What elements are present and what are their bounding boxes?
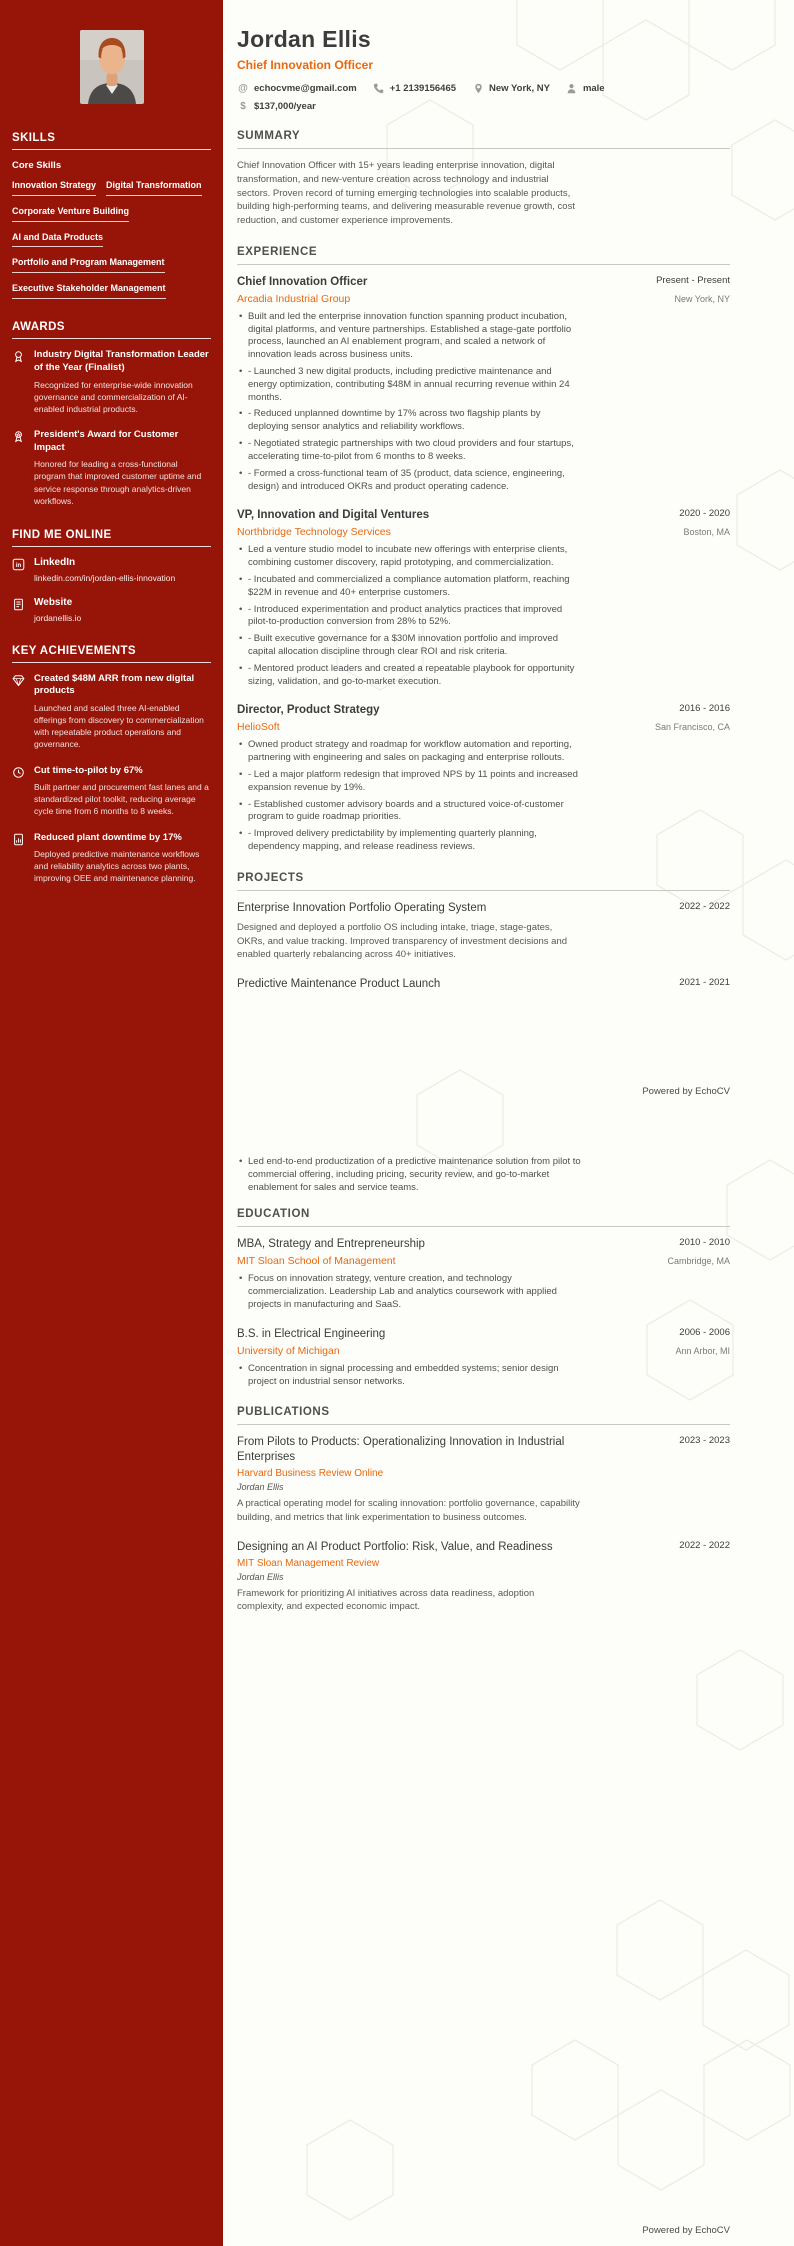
award-content <box>34 349 211 415</box>
school-location: Ann Arbor, MI <box>675 1345 730 1356</box>
bullet: • - Formed a cross-functional team of 35 (product, data science, engineering, design) and introduced OKRs and product operating cadence. <box>237 468 581 494</box>
award-content <box>34 429 211 507</box>
bullet: • - Incubated and commercialized a compliance automation platform, reaching $22M in revenue and 40+ enterprise customers. <box>237 574 581 600</box>
award-item <box>12 429 211 507</box>
achievement-item <box>12 673 211 751</box>
person-icon <box>566 82 578 94</box>
project-description: Designed and deployed a portfolio OS including intake, triage, stage-gates, OKRs, and value tracking. Improved transparency of investment decisions and enabled quarterly rebalancing across 40+ initiatives. <box>237 921 568 961</box>
project-entry <box>237 977 730 992</box>
bullet: • - Established customer advisory boards and a structured voice-of-customer program to guide roadmap priorities. <box>237 799 581 825</box>
candidate-name: Jordan Ellis <box>237 26 371 52</box>
section-experience <box>237 246 730 854</box>
entry-head <box>237 1237 730 1252</box>
linkedin-link[interactable] <box>12 557 211 583</box>
dollar-icon: $ <box>240 100 246 112</box>
skills-list <box>12 180 211 299</box>
link-label: LinkedIn <box>34 556 76 568</box>
bullet: • - Introduced experimentation and product analytics practices that improved pilot-to-production conversion from 28% to 52%. <box>237 604 581 630</box>
sidebar-section-awards <box>12 321 211 507</box>
report-icon <box>12 832 26 885</box>
company-name: HelioSoft <box>237 721 280 734</box>
contact-phone <box>373 82 456 94</box>
awards-heading: AWARDS <box>12 321 211 339</box>
sidebar-section-find-me-online <box>12 529 211 623</box>
section-projects <box>237 872 730 992</box>
degree-title: B.S. in Electrical Engineering <box>237 1327 386 1340</box>
project-entry <box>237 901 730 962</box>
powered-by-footer: Powered by EchoCV <box>642 1086 730 1097</box>
award-title: Industry Digital Transformation Leader of the Year (Finalist) <box>34 348 209 373</box>
job-location: Boston, MA <box>683 527 730 538</box>
sidebar-section-key-achievements <box>12 645 211 885</box>
job-bullets <box>237 311 730 494</box>
company-name: Northbridge Technology Services <box>237 526 391 539</box>
skills-heading: SKILLS <box>12 132 211 150</box>
entry-head <box>237 901 730 916</box>
link-url: jordanellis.io <box>34 612 82 623</box>
resume-header <box>237 26 730 112</box>
skill-item: AI and Data Products <box>12 232 103 248</box>
bullet: • - Led a major platform redesign that improved NPS by 11 points and increased expansion revenue by 19%. <box>237 769 581 795</box>
link-content <box>34 557 175 583</box>
contact-gender <box>566 82 605 94</box>
sidebar <box>0 0 223 2246</box>
education-dates: 2010 - 2010 <box>679 1237 730 1249</box>
gender-value: male <box>582 82 605 94</box>
link-label: Website <box>34 596 73 608</box>
project-dates: 2021 - 2021 <box>679 977 730 989</box>
clock-icon <box>12 765 26 818</box>
section-education <box>237 1208 730 1388</box>
experience-entry <box>237 703 730 853</box>
achievement-item <box>12 832 211 885</box>
entry-sub <box>237 721 730 733</box>
entry-sub <box>237 1345 730 1357</box>
bullet: • - Improved delivery predictability by implementing quarterly planning, dependency mapping, and release readiness reviews. <box>237 828 581 854</box>
school-location: Cambridge, MA <box>667 1256 730 1267</box>
experience-entry <box>237 508 730 688</box>
skill-item: Corporate Venture Building <box>12 206 129 222</box>
main-content <box>223 0 794 2246</box>
publication-title: Designing an AI Product Portfolio: Risk, Value, and Readiness <box>237 1540 553 1553</box>
publication-entry <box>237 1540 730 1614</box>
summary-heading: SUMMARY <box>237 130 730 149</box>
bullet: • Built and led the enterprise innovation function spanning product incubation, digital platforms, and venture partnerships. Established a stage-gate portfolio process, launched an AI enablement program, and scaled a network of innovation leads across business units. <box>237 311 581 362</box>
company-name: Arcadia Industrial Group <box>237 292 351 305</box>
location-pin-icon <box>472 82 484 94</box>
entry-head <box>237 508 730 523</box>
experience-entry <box>237 275 730 494</box>
publication-author: Jordan Ellis <box>237 1482 284 1493</box>
publication-dates: 2022 - 2022 <box>679 1539 730 1551</box>
bullet: • - Reduced unplanned downtime by 17% across two flagship plants by deploying sensor analytics and reliability workflows. <box>237 408 581 434</box>
projects-heading: PROJECTS <box>237 872 730 891</box>
link-content <box>34 597 81 623</box>
degree-title: MBA, Strategy and Entrepreneurship <box>237 1238 425 1251</box>
publication-author: Jordan Ellis <box>237 1571 284 1582</box>
website-link[interactable] <box>12 597 211 623</box>
entry-head <box>237 703 730 718</box>
profile-photo <box>80 30 144 104</box>
entry-head <box>237 1540 730 1555</box>
contact-salary <box>237 100 316 112</box>
skill-item: Executive Stakeholder Management <box>12 283 166 299</box>
education-heading: EDUCATION <box>237 1208 730 1227</box>
bullet: • - Negotiated strategic partnerships with two cloud providers and four startups, accelerating time-to-pilot from 6 months to 8 weeks. <box>237 438 581 464</box>
diamond-icon <box>12 673 26 751</box>
entry-head <box>237 1327 730 1342</box>
education-bullets <box>237 1273 730 1311</box>
education-entry <box>237 1327 730 1389</box>
project-continuation <box>237 1156 730 1194</box>
job-location: San Francisco, CA <box>654 722 730 733</box>
contact-location <box>472 82 550 94</box>
job-dates: Present - Present <box>656 274 730 286</box>
publication-dates: 2023 - 2023 <box>679 1435 730 1447</box>
email-value: echocvme@gmail.com <box>254 82 357 94</box>
achievement-content <box>34 832 211 885</box>
location-value: New York, NY <box>489 82 550 94</box>
skill-item: Digital Transformation <box>106 180 202 196</box>
job-title: Chief Innovation Officer <box>237 275 368 288</box>
award-title: President's Award for Customer Impact <box>34 428 179 453</box>
publication-description: Framework for prioritizing AI initiatives across data readiness, adoption complexity, and expected economic impact. <box>237 1587 535 1613</box>
education-entry <box>237 1237 730 1311</box>
powered-by-footer: Powered by EchoCV <box>642 2225 730 2236</box>
entry-sub <box>237 1255 730 1267</box>
entry-head <box>237 1435 730 1465</box>
salary-row <box>237 100 730 112</box>
skills-group-label: Core Skills <box>12 160 62 171</box>
experience-heading: EXPERIENCE <box>237 246 730 265</box>
job-bullets <box>237 544 730 688</box>
bullet: • Focus on innovation strategy, venture creation, and technology commercialization. Leadership Lab and analytics coursework with applied projects in manufacturing and SaaS. <box>237 1273 581 1311</box>
profile-photo-illustration <box>80 30 144 104</box>
find-me-online-heading: FIND ME ONLINE <box>12 529 211 547</box>
summary-text: Chief Innovation Officer with 15+ years leading enterprise innovation, digital transformation, and new-venture creation across technology and industrial sectors. Proven record of turning emerging technologies into scalable products, building high-performing teams, and delivering measurable revenue growth, cost reduction, and customer experience improvements. <box>237 160 575 227</box>
job-dates: 2020 - 2020 <box>679 508 730 520</box>
phone-value: +1 2139156465 <box>389 82 457 94</box>
job-location: New York, NY <box>674 293 730 304</box>
contact-row <box>237 82 730 94</box>
skill-item: Innovation Strategy <box>12 180 96 196</box>
achievement-title: Cut time-to-pilot by 67% <box>34 764 143 776</box>
achievement-title: Created $48M ARR from new digital products <box>34 672 195 697</box>
link-url: linkedin.com/in/jordan-ellis-innovation <box>34 572 176 583</box>
svg-text:in: in <box>15 562 22 569</box>
award-description: Recognized for enterprise-wide innovation governance and commercialization of AI-enabled industrial products. <box>34 379 193 414</box>
education-dates: 2006 - 2006 <box>679 1326 730 1338</box>
school-name: MIT Sloan School of Management <box>237 1255 396 1268</box>
sidebar-section-skills <box>12 132 211 299</box>
skill-item: Portfolio and Program Management <box>12 257 165 273</box>
bullet: • Led a venture studio model to incubate new offerings with enterprise clients, combining customer discovery, rapid prototyping, and commercialization. <box>237 544 581 570</box>
publication-entry <box>237 1435 730 1524</box>
entry-sub <box>237 526 730 538</box>
job-bullets <box>237 739 730 854</box>
project-title: Predictive Maintenance Product Launch <box>237 978 441 991</box>
education-bullets <box>237 1363 730 1389</box>
bullet: • Concentration in signal processing and embedded systems; senior design project on industrial sensor networks. <box>237 1363 581 1389</box>
section-publications <box>237 1406 730 1614</box>
achievement-content <box>34 673 211 751</box>
publication-source: MIT Sloan Management Review <box>237 1557 380 1569</box>
website-icon <box>12 597 26 623</box>
linkedin-icon <box>12 557 26 583</box>
entry-head <box>237 275 730 290</box>
school-name: University of Michigan <box>237 1344 340 1357</box>
publication-description: A practical operating model for scaling innovation: portfolio governance, capability building, and metrics that link experimentation to business outcomes. <box>237 1498 580 1524</box>
award-item <box>12 349 211 415</box>
publication-source: Harvard Business Review Online <box>237 1468 384 1480</box>
phone-icon <box>373 82 385 94</box>
achievement-title: Reduced plant downtime by 17% <box>34 831 182 843</box>
page-2-content <box>237 1150 730 1629</box>
ribbon-icon <box>12 429 26 507</box>
entry-sub <box>237 293 730 305</box>
achievement-description: Deployed predictive maintenance workflows and reliability analytics across two plants, improving OEE and maintenance planning. <box>34 849 200 884</box>
project-title: Enterprise Innovation Portfolio Operating System <box>237 901 487 914</box>
candidate-title: Chief Innovation Officer <box>237 58 374 72</box>
medal-icon <box>12 349 26 415</box>
salary-value: $137,000/year <box>254 100 316 112</box>
bullet: • - Mentored product leaders and created a repeatable playbook for opportunity sizing, validation, and go-to-market execution. <box>237 663 581 689</box>
key-achievements-heading: KEY ACHIEVEMENTS <box>12 645 211 663</box>
achievement-description: Built partner and procurement fast lanes and a standardized pilot toolkit, reducing average cycle time from 6 months to 8 weeks. <box>34 782 209 817</box>
job-title: Director, Product Strategy <box>237 704 380 717</box>
job-title: VP, Innovation and Digital Ventures <box>237 509 430 522</box>
bullet: • - Built executive governance for a $30M innovation portfolio and improved capital allocation discipline through clear ROI and risk criteria. <box>237 633 581 659</box>
job-dates: 2016 - 2016 <box>679 703 730 715</box>
contact-email <box>237 82 357 94</box>
award-description: Honored for leading a cross-functional program that improved customer uptime and service response through analytics-driven workflows. <box>34 459 202 506</box>
publications-heading: PUBLICATIONS <box>237 1406 730 1425</box>
bullet: • Led end-to-end productization of a predictive maintenance solution from pilot to commercial offering, including pricing, security review, and go-to-market enablement for sales and service teams. <box>237 1156 581 1194</box>
project-dates: 2022 - 2022 <box>679 900 730 912</box>
publication-title: From Pilots to Products: Operationalizing Innovation in Industrial Enterprises <box>237 1436 565 1464</box>
entry-head <box>237 977 730 992</box>
achievement-item <box>12 765 211 818</box>
bullet: • Owned product strategy and roadmap for workflow automation and reporting, partnering with engineering and sales on packaging and enterprise rollouts. <box>237 739 581 765</box>
email-icon: @ <box>238 82 248 94</box>
achievement-description: Launched and scaled three AI-enabled offerings from discovery to commercialization with repeatable product operations and governance. <box>34 703 204 750</box>
bullet: • - Launched 3 new digital products, including predictive maintenance and energy optimization, contributing $48M in annual recurring revenue within 24 months. <box>237 366 581 404</box>
achievement-content <box>34 765 211 818</box>
section-summary <box>237 130 730 228</box>
